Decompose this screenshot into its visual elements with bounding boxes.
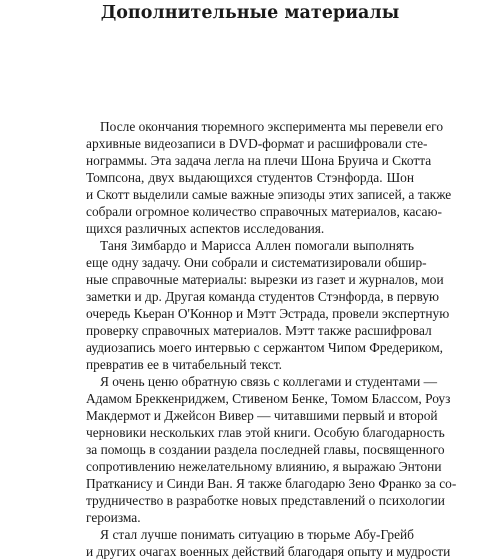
text-line: и других очагах военных действий благодаря опыту и мудрости xyxy=(86,544,451,559)
body-text xyxy=(86,118,457,560)
text-line: и Скотт выделили самые важные эпизоды этих записей, а также xyxy=(86,187,452,202)
text-line: очередь Кьеран О'Коннор и Мэтт Эстрада, провели экспертную xyxy=(86,306,450,321)
text-line: Томпсона, двух выдающихся студентов Стэнфорда. Шон xyxy=(86,170,414,185)
text-line: за помощь в создании раздела последней главы, посвященного xyxy=(86,442,445,457)
text-line: черновики нескольких глав этой книги. Особую благодарность xyxy=(86,425,445,440)
text-line: архивные видеозаписи в DVD-формат и расшифровали сте- xyxy=(86,136,428,151)
text-line: Пратканису и Синди Ван. Я также благодарю Зено Франко за со- xyxy=(86,476,457,491)
paragraph-list xyxy=(86,118,457,560)
text-line: Я очень ценю обратную связь с коллегами и студентами — xyxy=(100,374,438,389)
paragraph xyxy=(86,237,450,373)
text-line: заметки и др. Другая команда студентов Стэнфорда, в первую xyxy=(86,289,440,304)
text-line: героизма. xyxy=(86,510,141,525)
text-line: Таня Зимбардо и Марисса Аллен помогали выполнять xyxy=(100,238,414,253)
page-title: Дополнительные материалы xyxy=(100,3,400,23)
text-line: После окончания тюремного эксперимента мы перевели его xyxy=(100,119,444,134)
text-line: щихся различных аспектов исследования. xyxy=(86,221,325,236)
text-line: сопротивлению нежелательному влиянию, я выражаю Энтони xyxy=(86,459,442,474)
text-line: проверку справочных материалов. Мэтт также расшифровал xyxy=(86,323,432,338)
paragraph xyxy=(86,526,451,560)
text-line: Я стал лучше понимать ситуацию в тюрьме Абу-Грейб xyxy=(100,527,414,542)
text-line: Макдермот и Джейсон Вивер — читавшими первый и второй xyxy=(86,408,438,423)
text-line: аудиозапись моего интервью с сержантом Чипом Фредериком, xyxy=(86,340,444,355)
text-line: нограммы. Эта задача легла на плечи Шона Бруича и Скотта xyxy=(86,153,432,168)
text-line: Адамом Бреккенриджем, Стивеном Бенке, Томом Блассом, Роуз xyxy=(86,391,451,406)
text-line: ные справочные материалы: вырезки из газет и журналов, мои xyxy=(86,272,444,287)
text-line: собрали огромное количество справочных материалов, касаю- xyxy=(86,204,442,219)
text-line: еще одну задачу. Они собрали и систематизировали обшир- xyxy=(86,255,427,270)
text-line: трудничество в разработке новых представлений о психологии xyxy=(86,493,445,508)
text-line: превратив ее в читабельный текст. xyxy=(86,357,283,372)
paragraph xyxy=(86,373,457,526)
paragraph xyxy=(86,118,452,237)
